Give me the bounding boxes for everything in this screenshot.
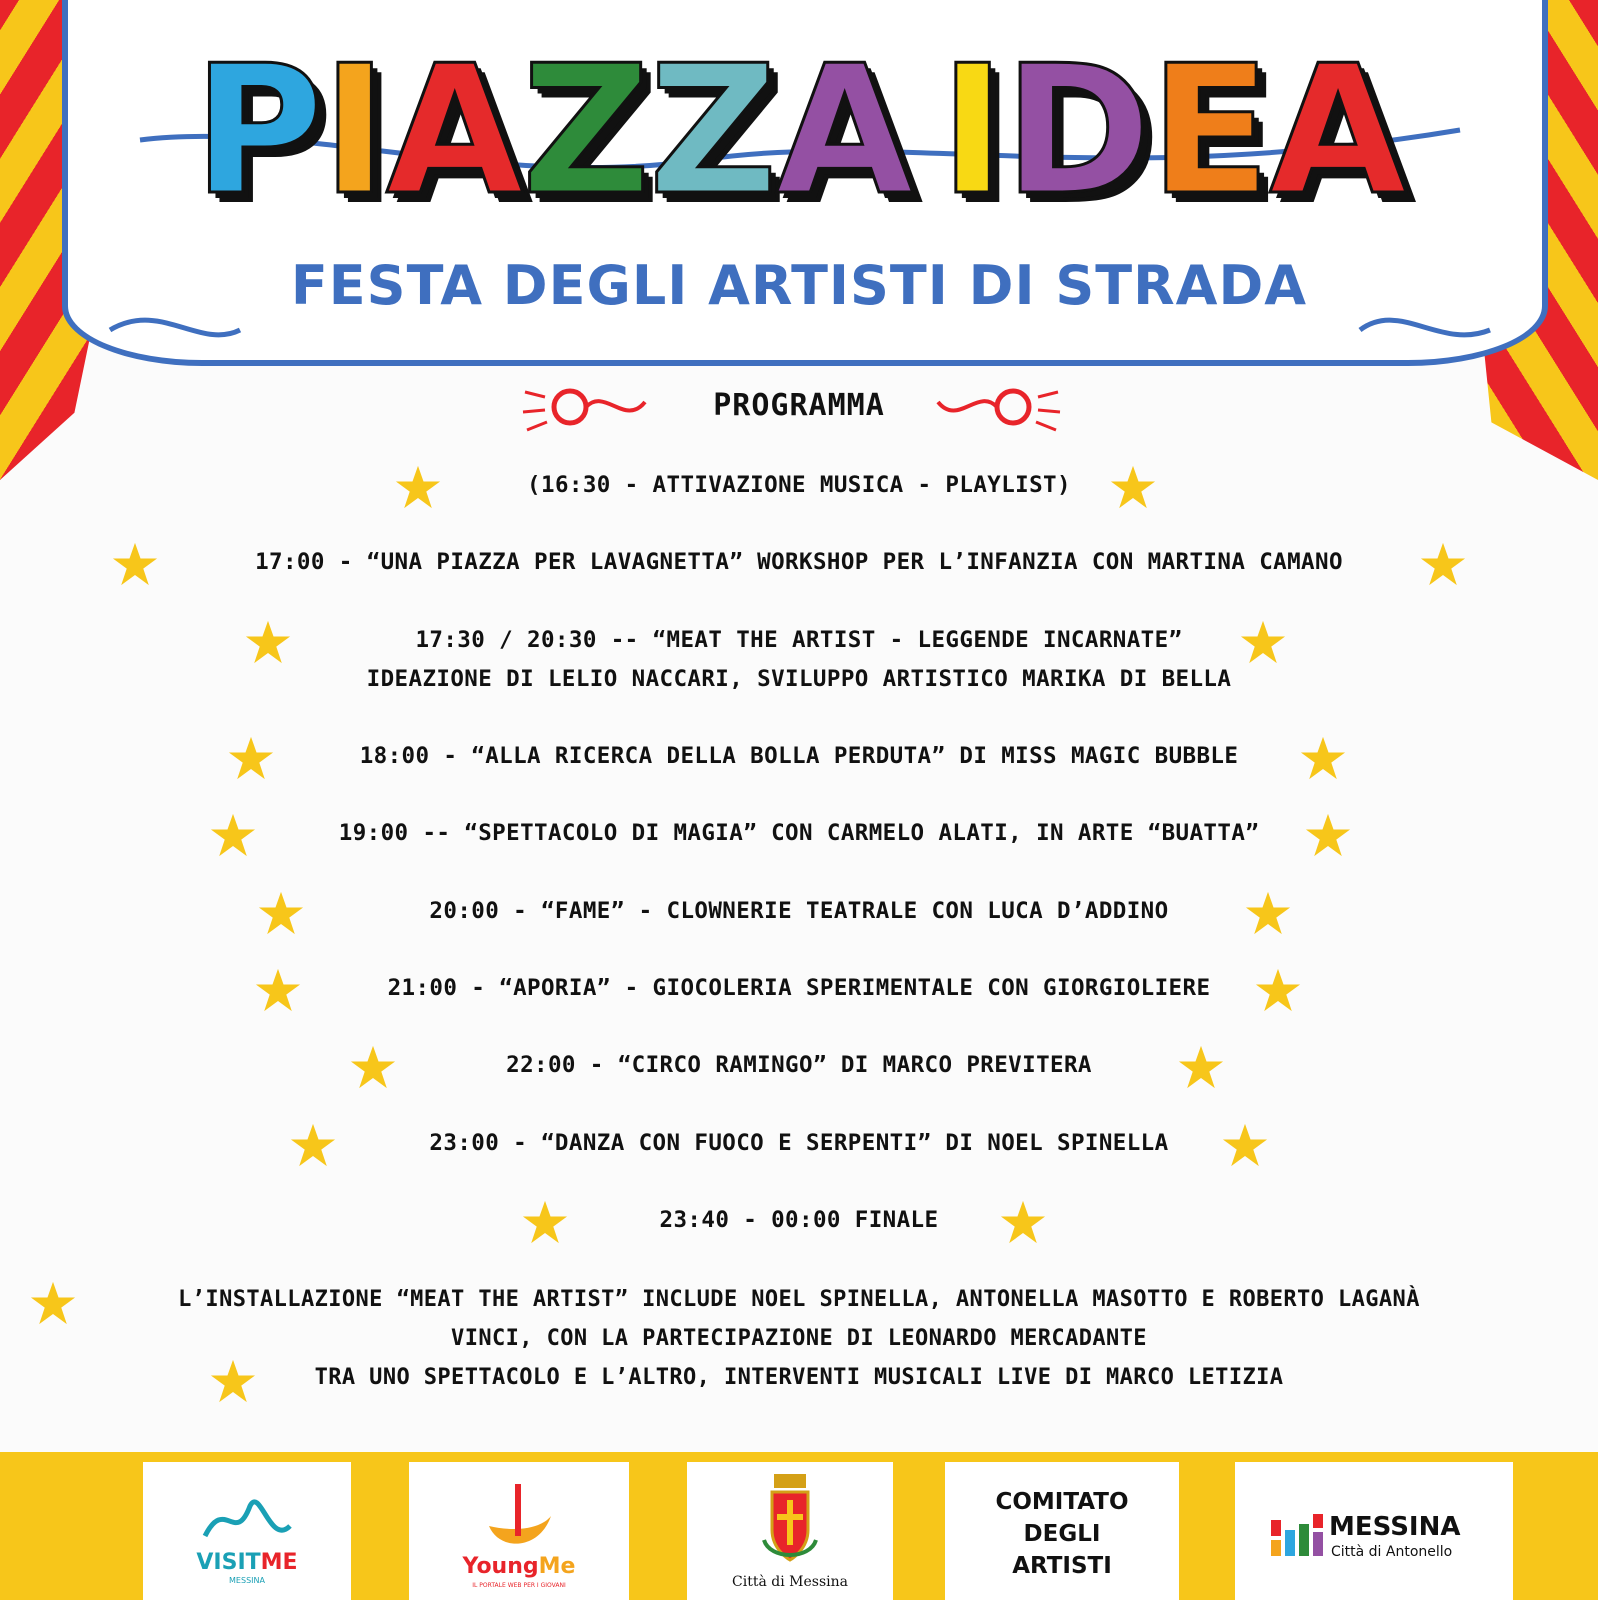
schedule-item — [0, 621, 1598, 699]
title-letter: Z — [648, 27, 776, 234]
star-icon — [210, 1358, 256, 1404]
visitme-brand-b: ME — [260, 1550, 298, 1575]
visitme-sub: MESSINA — [229, 1576, 265, 1585]
schedule-item — [0, 969, 1598, 1008]
messina-name: MESSINA — [1329, 1512, 1461, 1542]
youngme-flame-icon — [479, 1476, 559, 1556]
schedule-item — [0, 543, 1598, 582]
star-icon — [1245, 890, 1291, 936]
citta-di-messina-logo — [687, 1462, 893, 1600]
schedule-line: 18:00 - “ALLA RICERCA DELLA BOLLA PERDUTA” DI MISS MAGIC BUBBLE — [359, 743, 1239, 769]
star-icon — [290, 1122, 336, 1168]
youngme-brand-b: Me — [538, 1554, 576, 1579]
title-letter: I — [939, 27, 1004, 234]
schedule-line: (16:30 - ATTIVAZIONE MUSICA - PLAYLIST) — [527, 472, 1071, 498]
star-icon — [210, 812, 256, 858]
title-letter: I — [321, 27, 386, 234]
event-subtitle: FESTA DEGLI ARTISTI DI STRADA — [290, 254, 1308, 317]
swirl-ornament-icon — [928, 372, 1068, 442]
visitme-logo — [143, 1462, 351, 1600]
title-letter: A — [385, 27, 522, 234]
title-letter — [912, 42, 940, 220]
comitato-line: COMITATO — [995, 1489, 1129, 1515]
star-icon — [245, 619, 291, 665]
comitato-line: ARTISTI — [1012, 1553, 1112, 1579]
schedule-line: 20:00 - “FAME” - CLOWNERIE TEATRALE CON LUCA D’ADDINO — [429, 898, 1169, 924]
star-icon — [30, 1280, 76, 1326]
comitato-line: DEGLI — [1023, 1521, 1101, 1547]
star-icon — [1000, 1199, 1046, 1245]
schedule-line: 22:00 - “CIRCO RAMINGO” DI MARCO PREVITERA — [506, 1052, 1092, 1078]
installation-line: VINCI, CON LA PARTECIPAZIONE DI LEONARDO MERCADANTE — [451, 1326, 1147, 1351]
visitme-waves-icon — [195, 1486, 299, 1546]
messina-antonello-logo — [1235, 1462, 1513, 1600]
star-icon — [1305, 812, 1351, 858]
installation-line: L’INSTALLAZIONE “MEAT THE ARTIST” INCLUDE NOEL SPINELLA, ANTONELLA MASOTTO E ROBERTO LAGANÀ — [178, 1287, 1420, 1312]
event-title — [0, 27, 1598, 234]
schedule-item — [0, 892, 1598, 931]
youngme-sub: IL PORTALE WEB PER I GIOVANI — [472, 1582, 566, 1589]
music-line: TRA UNO SPETTACOLO E L’ALTRO, INTERVENTI MUSICALI LIVE DI MARCO LETIZIA — [314, 1365, 1284, 1390]
messina-sub: Città di Antonello — [1331, 1544, 1453, 1560]
star-icon — [228, 735, 274, 781]
title-letter: P — [193, 27, 322, 234]
schedule-line: 23:00 - “DANZA CON FUOCO E SERPENTI” DI NOEL SPINELLA — [429, 1130, 1169, 1156]
visitme-brand-a: VISIT — [196, 1550, 261, 1575]
youngme-brand-a: Young — [462, 1554, 539, 1579]
star-icon — [1300, 735, 1346, 781]
installation-note — [0, 1280, 1598, 1358]
citta-caption: Città di Messina — [732, 1574, 848, 1590]
comitato-logo — [945, 1462, 1179, 1600]
star-icon — [350, 1044, 396, 1090]
schedule-line: 21:00 - “APORIA” - GIOCOLERIA SPERIMENTALE CON GIORGIOLIERE — [387, 975, 1211, 1001]
star-icon — [522, 1199, 568, 1245]
star-icon — [395, 464, 441, 510]
star-icon — [1420, 541, 1466, 587]
schedule-item — [0, 1124, 1598, 1163]
schedule-item — [0, 1046, 1598, 1085]
star-icon — [1178, 1044, 1224, 1090]
star-icon — [258, 890, 304, 936]
schedule-line: 17:00 - “UNA PIAZZA PER LAVAGNETTA” WORKSHOP PER L’INFANZIA CON MARTINA CAMANO — [255, 549, 1343, 575]
schedule-line: IDEAZIONE DI LELIO NACCARI, SVILUPPO ARTISTICO MARIKA DI BELLA — [366, 666, 1232, 692]
star-icon — [1240, 619, 1286, 665]
title-letter: A — [1269, 27, 1405, 234]
star-icon — [1222, 1122, 1268, 1168]
schedule-line: 23:40 - 00:00 FINALE — [659, 1207, 939, 1233]
title-letter: E — [1149, 27, 1270, 234]
title-letter: Z — [521, 27, 649, 234]
coat-of-arms-icon — [760, 1470, 820, 1570]
program-heading: PROGRAMMA — [713, 388, 885, 423]
star-icon — [1110, 464, 1156, 510]
schedule-item — [0, 466, 1598, 505]
title-letter: A — [775, 27, 912, 234]
star-icon — [112, 541, 158, 587]
youngme-logo — [409, 1462, 629, 1600]
schedule-line: 17:30 / 20:30 -- “MEAT THE ARTIST - LEGGENDE INCARNATE” — [415, 627, 1183, 653]
messina-bars-icon — [1271, 1514, 1323, 1556]
star-icon — [1255, 967, 1301, 1013]
schedule-line: 19:00 -- “SPETTACOLO DI MAGIA” CON CARMELO ALATI, IN ARTE “BUATTA” — [338, 820, 1260, 846]
star-icon — [255, 967, 301, 1013]
schedule-item — [0, 1201, 1598, 1240]
title-letter: D — [1003, 27, 1150, 234]
